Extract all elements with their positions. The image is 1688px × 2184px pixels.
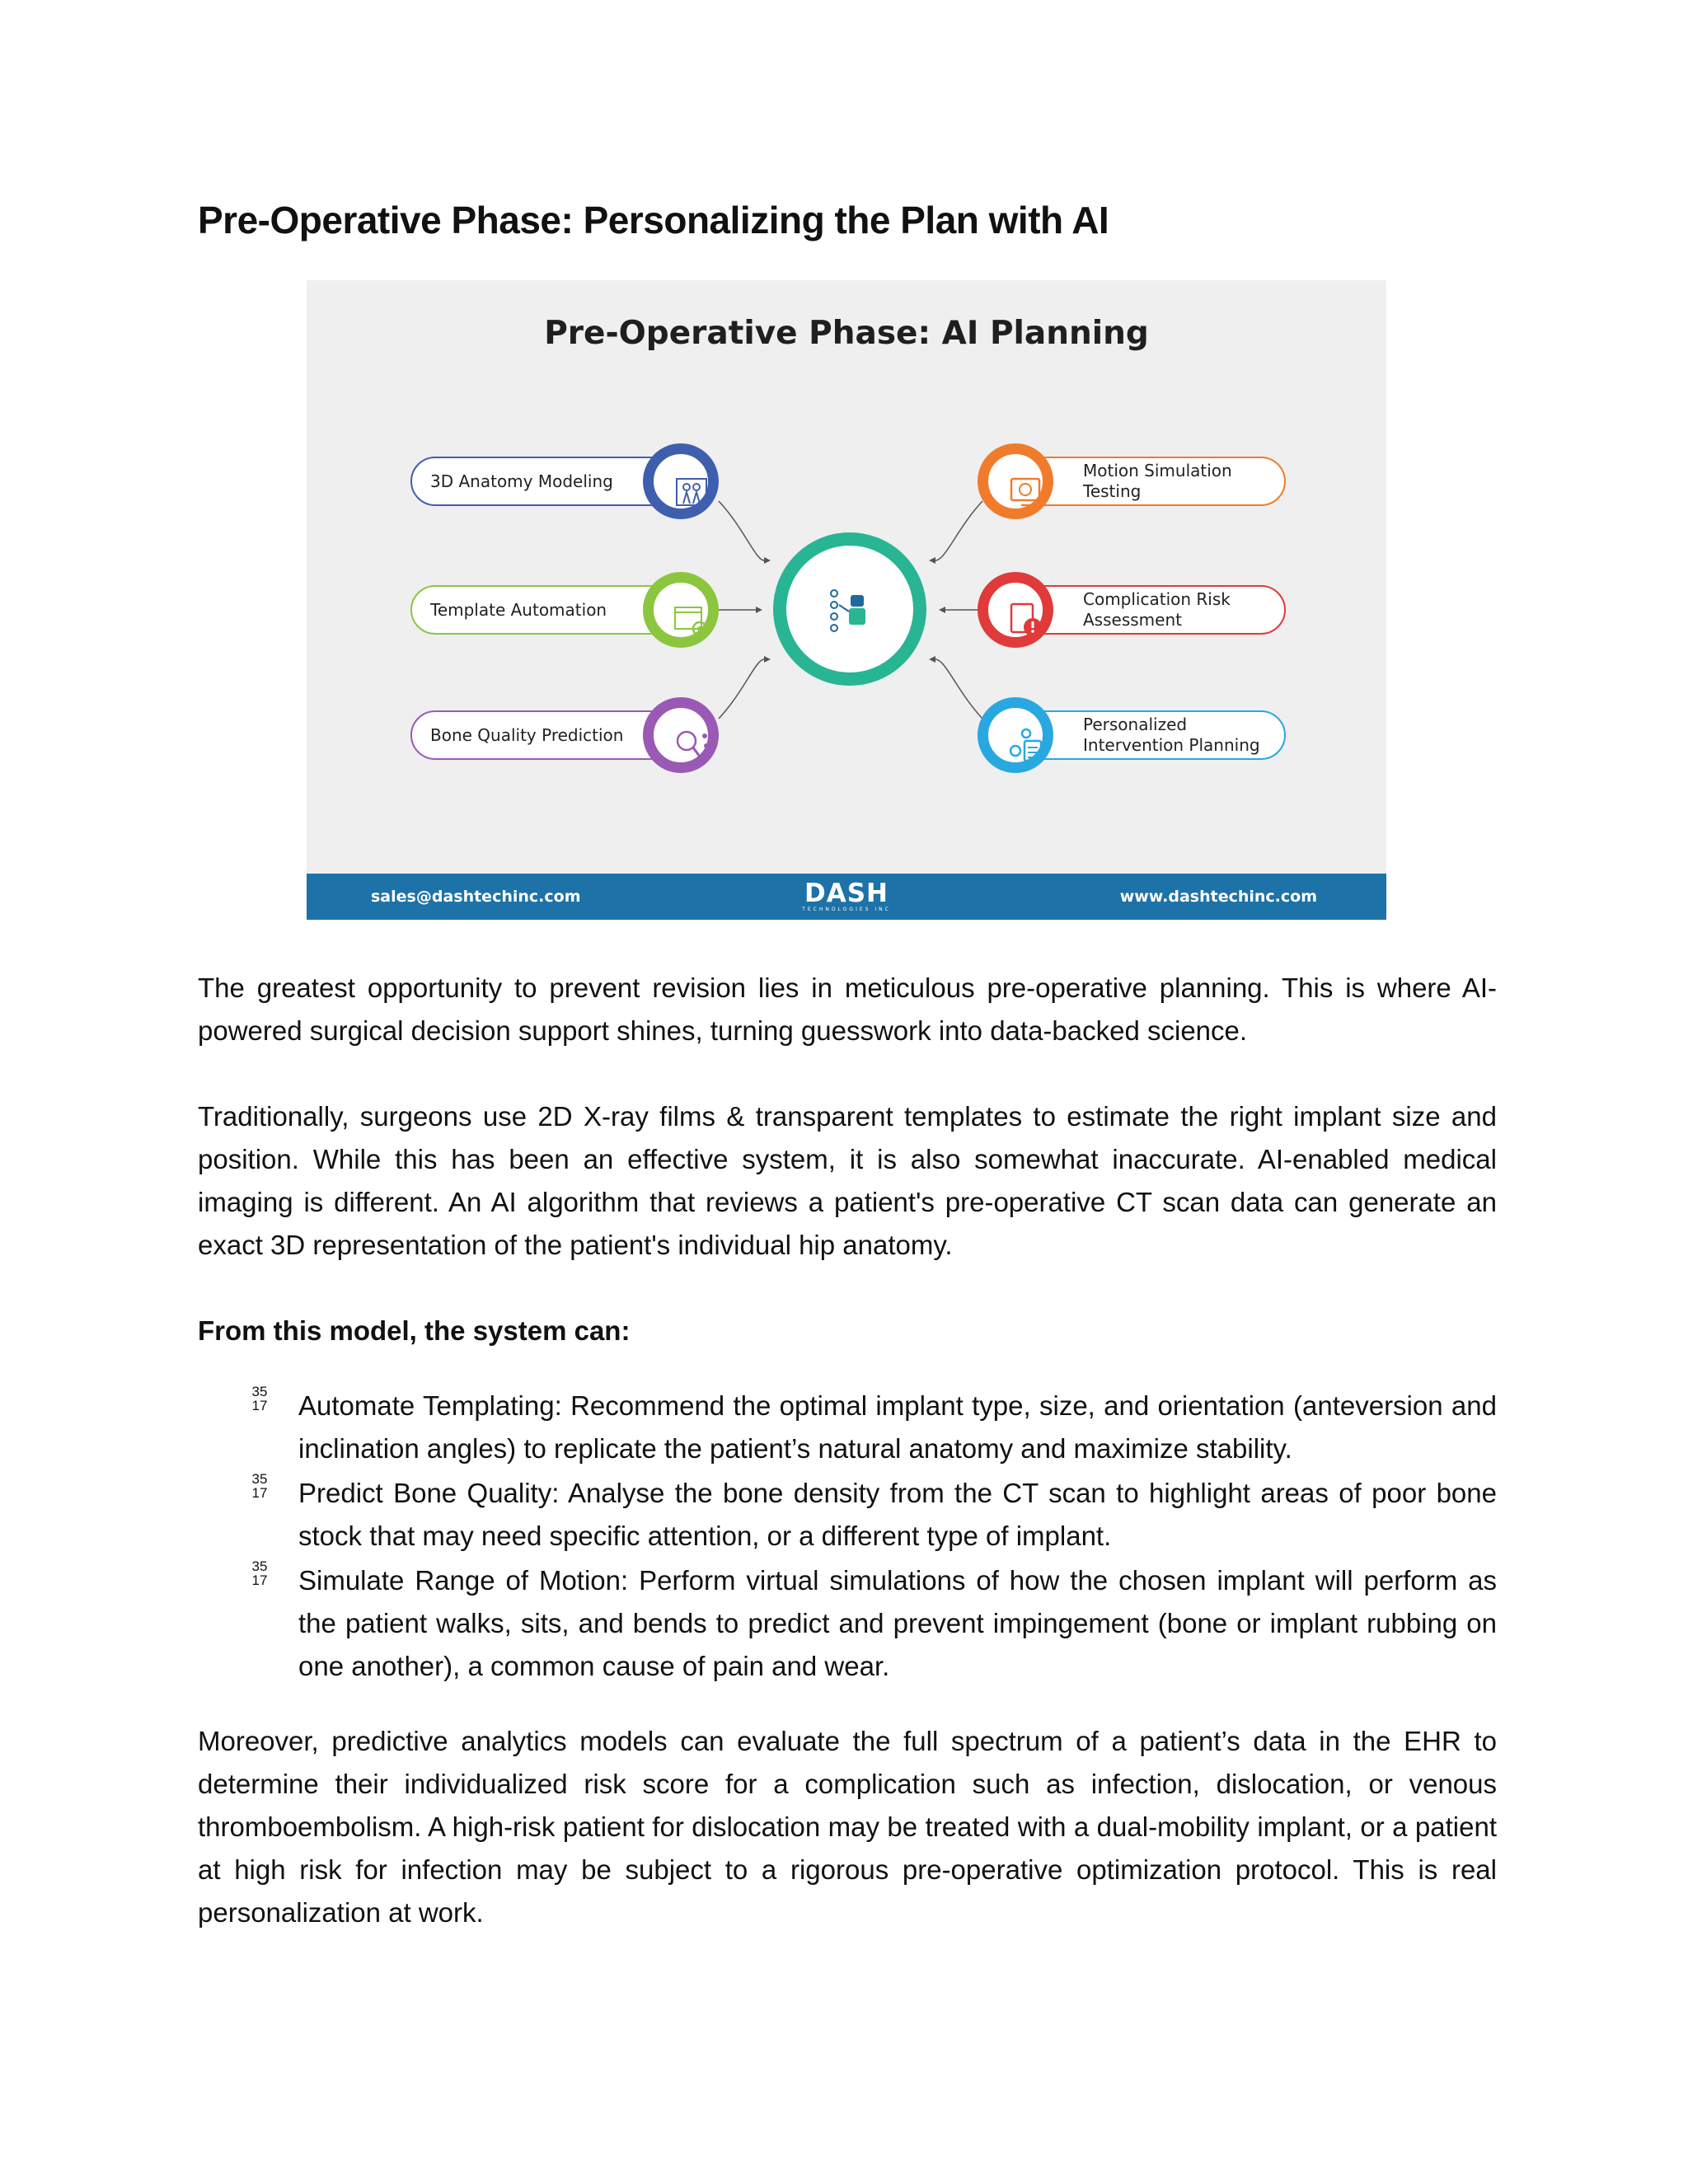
risk-warning-icon	[978, 572, 1053, 648]
ai-planning-infographic	[307, 280, 1386, 920]
pill-label-line1: Complication Risk	[1083, 589, 1231, 609]
list-item-text: Automate Templating: Recommend the optimal implant type, size, and orientation (anteversion and inclination angles) to replicate the patient’s natural anatomy and maximize stability.	[298, 1390, 1497, 1464]
bullet-marker: 35 17	[251, 1384, 268, 1413]
page-title: Pre-Operative Phase: Personalizing the Plan with AI	[198, 199, 1109, 241]
footer-email: sales@dashtechinc.com	[371, 888, 581, 906]
list-intro: From this model, the system can:	[198, 1315, 631, 1346]
pill-label-line2: Assessment	[1083, 610, 1182, 630]
bone-quality-icon	[643, 697, 719, 773]
pill-label: Bone Quality Prediction	[430, 725, 624, 745]
list-item	[198, 1385, 1497, 1470]
capabilities-list	[198, 1385, 1497, 1690]
pill-label-line2: Intervention Planning	[1083, 735, 1260, 755]
pill-label: 3D Anatomy Modeling	[430, 471, 613, 491]
infographic-footer	[307, 874, 1386, 920]
list-item-text: Simulate Range of Motion: Perform virtual simulations of how the chosen implant will perform as the patient walks, sits, and bends to predict and prevent impingement (bone or implant rubbing on one another), a common cause of pain and wear.	[298, 1565, 1497, 1681]
bullet-marker: 35 17	[251, 1558, 268, 1588]
dash-logo: DASH	[804, 879, 889, 908]
list-item-text: Predict Bone Quality: Analyse the bone density from the CT scan to highlight areas of poor bone stock that may need specific attention, or a different type of implant.	[298, 1478, 1497, 1551]
template-automation-icon	[643, 572, 719, 648]
motion-simulation-icon	[978, 443, 1053, 519]
pill-label-line1: Motion Simulation	[1083, 461, 1232, 480]
anatomy-modeling-icon	[643, 443, 719, 519]
pill-label-line2: Testing	[1083, 481, 1142, 501]
infographic-title: Pre-Operative Phase: AI Planning	[544, 315, 1149, 352]
paragraph-traditional: Traditionally, surgeons use 2D X-ray films & transparent templates to estimate the right implant size and position. While this has been an effective system, it is also somewhat inaccurate. AI-enabled medical imaging is different. An AI algorithm that reviews a patient's pre-operative CT scan data can generate an exact 3D representation of the patient's individual hip anatomy.	[198, 1101, 1497, 1260]
intervention-planning-icon	[978, 697, 1053, 773]
dash-logo-subtitle: TECHNOLOGIES INC	[802, 907, 891, 912]
pill-label: Template Automation	[430, 600, 607, 620]
list-item	[198, 1559, 1497, 1688]
paragraph-predictive-analytics: Moreover, predictive analytics models can evaluate the full spectrum of a patient’s data in the EHR to determine their individualized risk score for a complication such as infection, dislocation, or venous thromboembolism. A high-risk patient for dislocation may be treated with a dual-mobility implant, or a patient at high risk for infection may be subject to a rigorous pre-operative optimization protocol. This is real personalization at work.	[198, 1726, 1497, 1928]
footer-website: www.dashtechinc.com	[1119, 888, 1317, 906]
pill-label-line1: Personalized	[1083, 715, 1188, 734]
list-item	[198, 1472, 1497, 1558]
ai-hub-robot-icon	[773, 532, 926, 686]
paragraph-intro: The greatest opportunity to prevent revision lies in meticulous pre-operative planning. This is where AI-powered surgical decision support shines, turning guesswork into data-backed science.	[198, 972, 1497, 1046]
bullet-marker: 35 17	[251, 1471, 268, 1501]
